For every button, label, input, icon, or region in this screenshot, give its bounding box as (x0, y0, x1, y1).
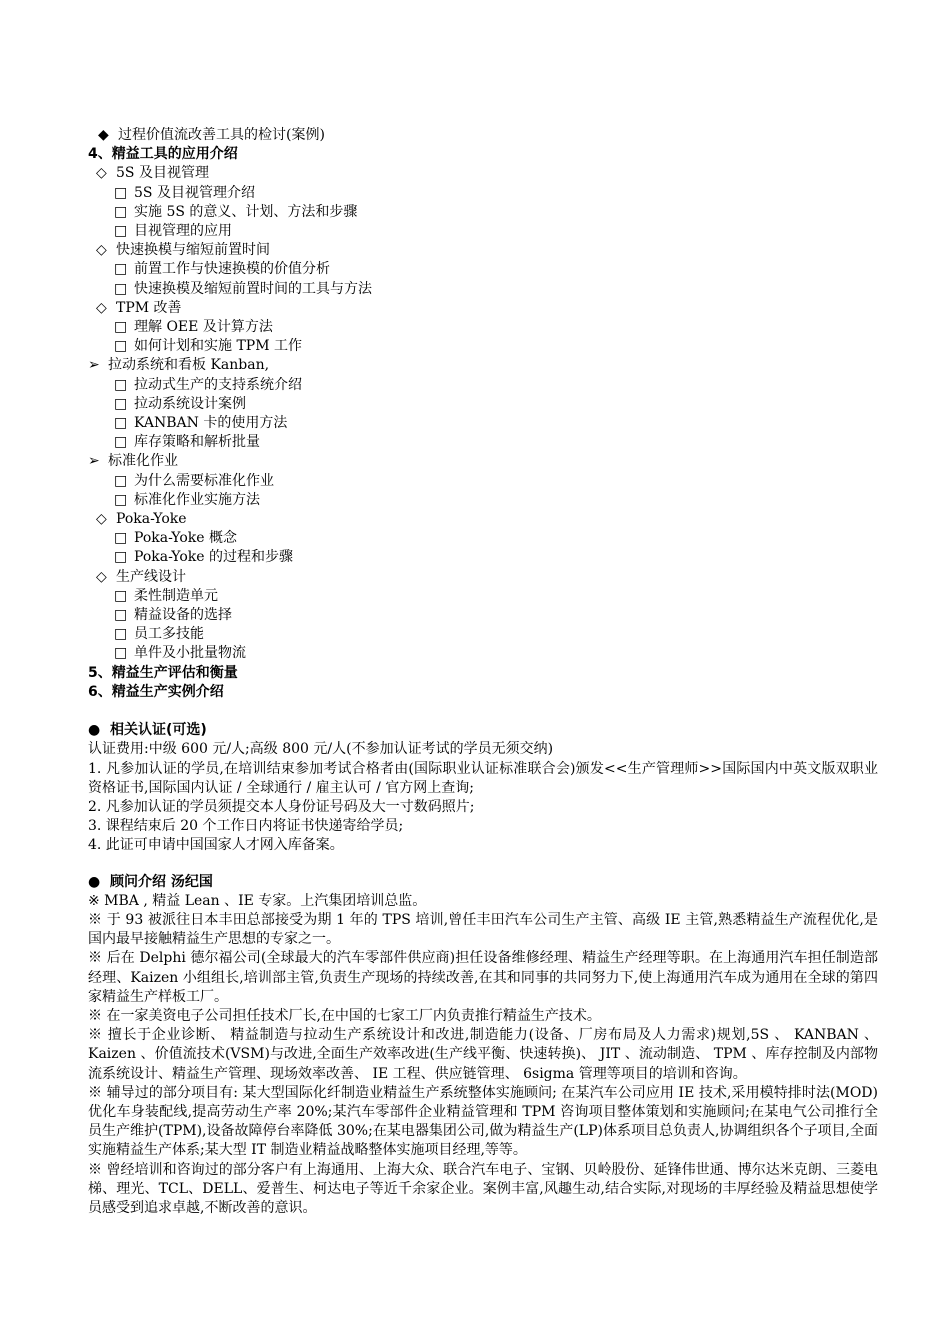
consultant-item: ※ 辅导过的部分项目有: 某大型国际化纤制造业精益生产系统整体实施顾问; 在某汽车公司应用 IE 技术,采用模特排时法(MOD)优化车身装配线,提高劳动生产率 20%;某汽车零部件企业精益管理和 TPM 咨询项目整体策划和实施顾问;在某电气公司推行全员生产维护(TPM),设备故障停台率降低 30%;在某电器集团公司,做为精益生产(LP)体系项目总负责人,协调组织各个子项目,全面实施精益生产体系;某大型 IT 制造业精益战略整体实施项目经理,等等。 (88, 1084, 878, 1159)
tool-group-item: □ Poka-Yoke 概念 (88, 529, 878, 548)
checkbox-square-icon: □ (114, 184, 128, 201)
diamond-outline-icon: ◇ (96, 299, 107, 316)
tool-group-item: □ 理解 OEE 及计算方法 (88, 318, 878, 337)
consultant-item: ※ 擅长于企业诊断、 精益制造与拉动生产系统设计和改进,制造能力(设备、厂房布局及人力需求)规划,5S 、 KANBAN 、 Kaizen 、价值流技术(VSM)与改进,全面生产效率改进(生产线平衡、快速转换)、 JIT 、流动制造、 TPM 、库存控制及内部物流系统设计、精益生产管理、现场效率改善、 IE 工程、供应链管理、 6sigma 管理等项目的培训和咨询。 (88, 1027, 878, 1082)
arrow-bullet-icon: ➢ (88, 453, 100, 470)
tool-group-item: □ 精益设备的选择 (88, 606, 878, 625)
tool-group-item: □ 5S 及目视管理介绍 (88, 184, 878, 203)
checkbox-square-icon: □ (114, 607, 128, 624)
consultant-item: ※ 于 93 被派往日本丰田总部接受为期 1 年的 TPS 培训,曾任丰田汽车公司生产主管、高级 IE 主管,熟悉精益生产流程优化,是国内最早接触精益生产思想的专家之一。 (88, 911, 878, 948)
spacer (88, 702, 878, 721)
tool-group-title: ◇ Poka-Yoke (88, 510, 878, 529)
tool-group-title: ➢ 拉动系统和看板 Kanban, (88, 356, 878, 375)
consultant-item: ※ MBA , 精益 Lean 、IE 专家。上汽集团培训总监。 (88, 892, 427, 909)
checkbox-square-icon: □ (114, 395, 128, 412)
consultant-item: ※ 曾经培训和咨询过的部分客户有上海通用、上海大众、联合汽车电子、宝钢、贝岭股份、延锋伟世通、博尔达米克朗、三菱电梯、理光、TCL、DELL、爱普生、柯达电子等近千余家企业。案例丰富,风趣生动,结合实际,对现场的丰厚经验及精益思想使学员感受到追求卓越,不断改善的意识。 (88, 1161, 878, 1216)
checkbox-square-icon: □ (114, 261, 128, 278)
tool-group-item: □ 快速换模及缩短前置时间的工具与方法 (88, 280, 878, 299)
spacer (88, 856, 878, 873)
tool-group-item: □ 拉动式生产的支持系统介绍 (88, 376, 878, 395)
tool-group-item: □ 员工多技能 (88, 625, 878, 644)
checkbox-square-icon: □ (114, 530, 128, 547)
tool-group-title: ◇ 生产线设计 (88, 568, 878, 587)
cert-item: 1. 凡参加认证的学员,在培训结束参加考试合格者由(国际职业认证标准联合会)颁发<<生产管理师>>国际国内中英文版双职业资格证书,国际国内认证 / 全球通行 / 雇主认可 / 官方网上查询; (88, 760, 878, 796)
cert-item: 3. 课程结束后 20 个工作日内将证书快递寄给学员; (88, 818, 404, 835)
tool-group-item: □ 单件及小批量物流 (88, 644, 878, 663)
tool-group-item: □ 如何计划和实施 TPM 工作 (88, 337, 878, 356)
tool-group-item: □ 为什么需要标准化作业 (88, 472, 878, 491)
tool-group-title: ➢ 标准化作业 (88, 452, 878, 471)
tool-groups (88, 164, 878, 663)
tool-group-item: □ Poka-Yoke 的过程和步骤 (88, 548, 878, 567)
diamond-outline-icon: ◇ (96, 511, 107, 528)
consultant-item: ※ 后在 Delphi 德尔福公司(全球最大的汽车零部件供应商)担任设备维修经理、精益生产经理等职。在上海通用汽车担任制造部经理、Kaizen 小组组长,培训部主管,负责生产现场的持续改善,在其和同事的共同努力下,使上海通用汽车成为通用在全球的第四家精益生产样板工厂。 (88, 950, 878, 1005)
checkbox-square-icon: □ (114, 338, 128, 355)
arrow-bullet-icon: ➢ (88, 357, 100, 374)
tool-group-item: □ 标准化作业实施方法 (88, 491, 878, 510)
outline-top-item: ◆ 过程价值流改善工具的检讨(案例) (88, 126, 878, 145)
bullet-icon: ● (88, 722, 101, 739)
checkbox-square-icon: □ (114, 319, 128, 336)
checkbox-square-icon: □ (114, 223, 128, 240)
checkbox-square-icon: □ (114, 491, 128, 508)
section-heading-5: 5、精益生产评估和衡量 (88, 664, 238, 681)
tool-group-item: □ 拉动系统设计案例 (88, 395, 878, 414)
checkbox-square-icon: □ (114, 203, 128, 220)
section-heading-4: 4、精益工具的应用介绍 (88, 146, 238, 163)
bullet-icon: ● (88, 873, 101, 890)
diamond-outline-icon: ◇ (96, 242, 107, 259)
cert-item: 2. 凡参加认证的学员须提交本人身份证号码及大一寸数码照片; (88, 798, 475, 815)
checkbox-square-icon: □ (114, 434, 128, 451)
cert-fee: 认证费用:中级 600 元/人;高级 800 元/人(不参加认证考试的学员无须交纳) (88, 741, 554, 758)
checkbox-square-icon: □ (114, 549, 128, 566)
section-heading-6: 6、精益生产实例介绍 (88, 683, 224, 700)
tool-group-item: □ 实施 5S 的意义、计划、方法和步骤 (88, 203, 878, 222)
checkbox-square-icon: □ (114, 280, 128, 297)
consultant-heading: ● 顾问介绍 汤纪国 (88, 873, 878, 892)
document-page (88, 126, 878, 1218)
checkbox-square-icon: □ (114, 415, 128, 432)
tool-group-item: □ KANBAN 卡的使用方法 (88, 414, 878, 433)
tool-group-title: ◇ TPM 改善 (88, 299, 878, 318)
checkbox-square-icon: □ (114, 587, 128, 604)
cert-heading: ● 相关认证(可选) (88, 721, 878, 740)
checkbox-square-icon: □ (114, 645, 128, 662)
diamond-outline-icon: ◇ (96, 165, 107, 182)
tool-group-title: ◇ 快速换模与缩短前置时间 (88, 241, 878, 260)
tool-group-title: ◇ 5S 及目视管理 (88, 164, 878, 183)
consultant-item: ※ 在一家美资电子公司担任技术厂长,在中国的七家工厂内负责推行精益生产技术。 (88, 1007, 601, 1024)
checkbox-square-icon: □ (114, 472, 128, 489)
tool-group-item: □ 前置工作与快速换模的价值分析 (88, 260, 878, 279)
tool-group-item: □ 柔性制造单元 (88, 587, 878, 606)
checkbox-square-icon: □ (114, 376, 128, 393)
diamond-outline-icon: ◇ (96, 568, 107, 585)
checkbox-square-icon: □ (114, 626, 128, 643)
tool-group-item: □ 库存策略和解析批量 (88, 433, 878, 452)
diamond-filled-icon: ◆ (98, 127, 109, 143)
tool-group-item: □ 目视管理的应用 (88, 222, 878, 241)
cert-item: 4. 此证可申请中国国家人才网入库备案。 (88, 837, 344, 854)
